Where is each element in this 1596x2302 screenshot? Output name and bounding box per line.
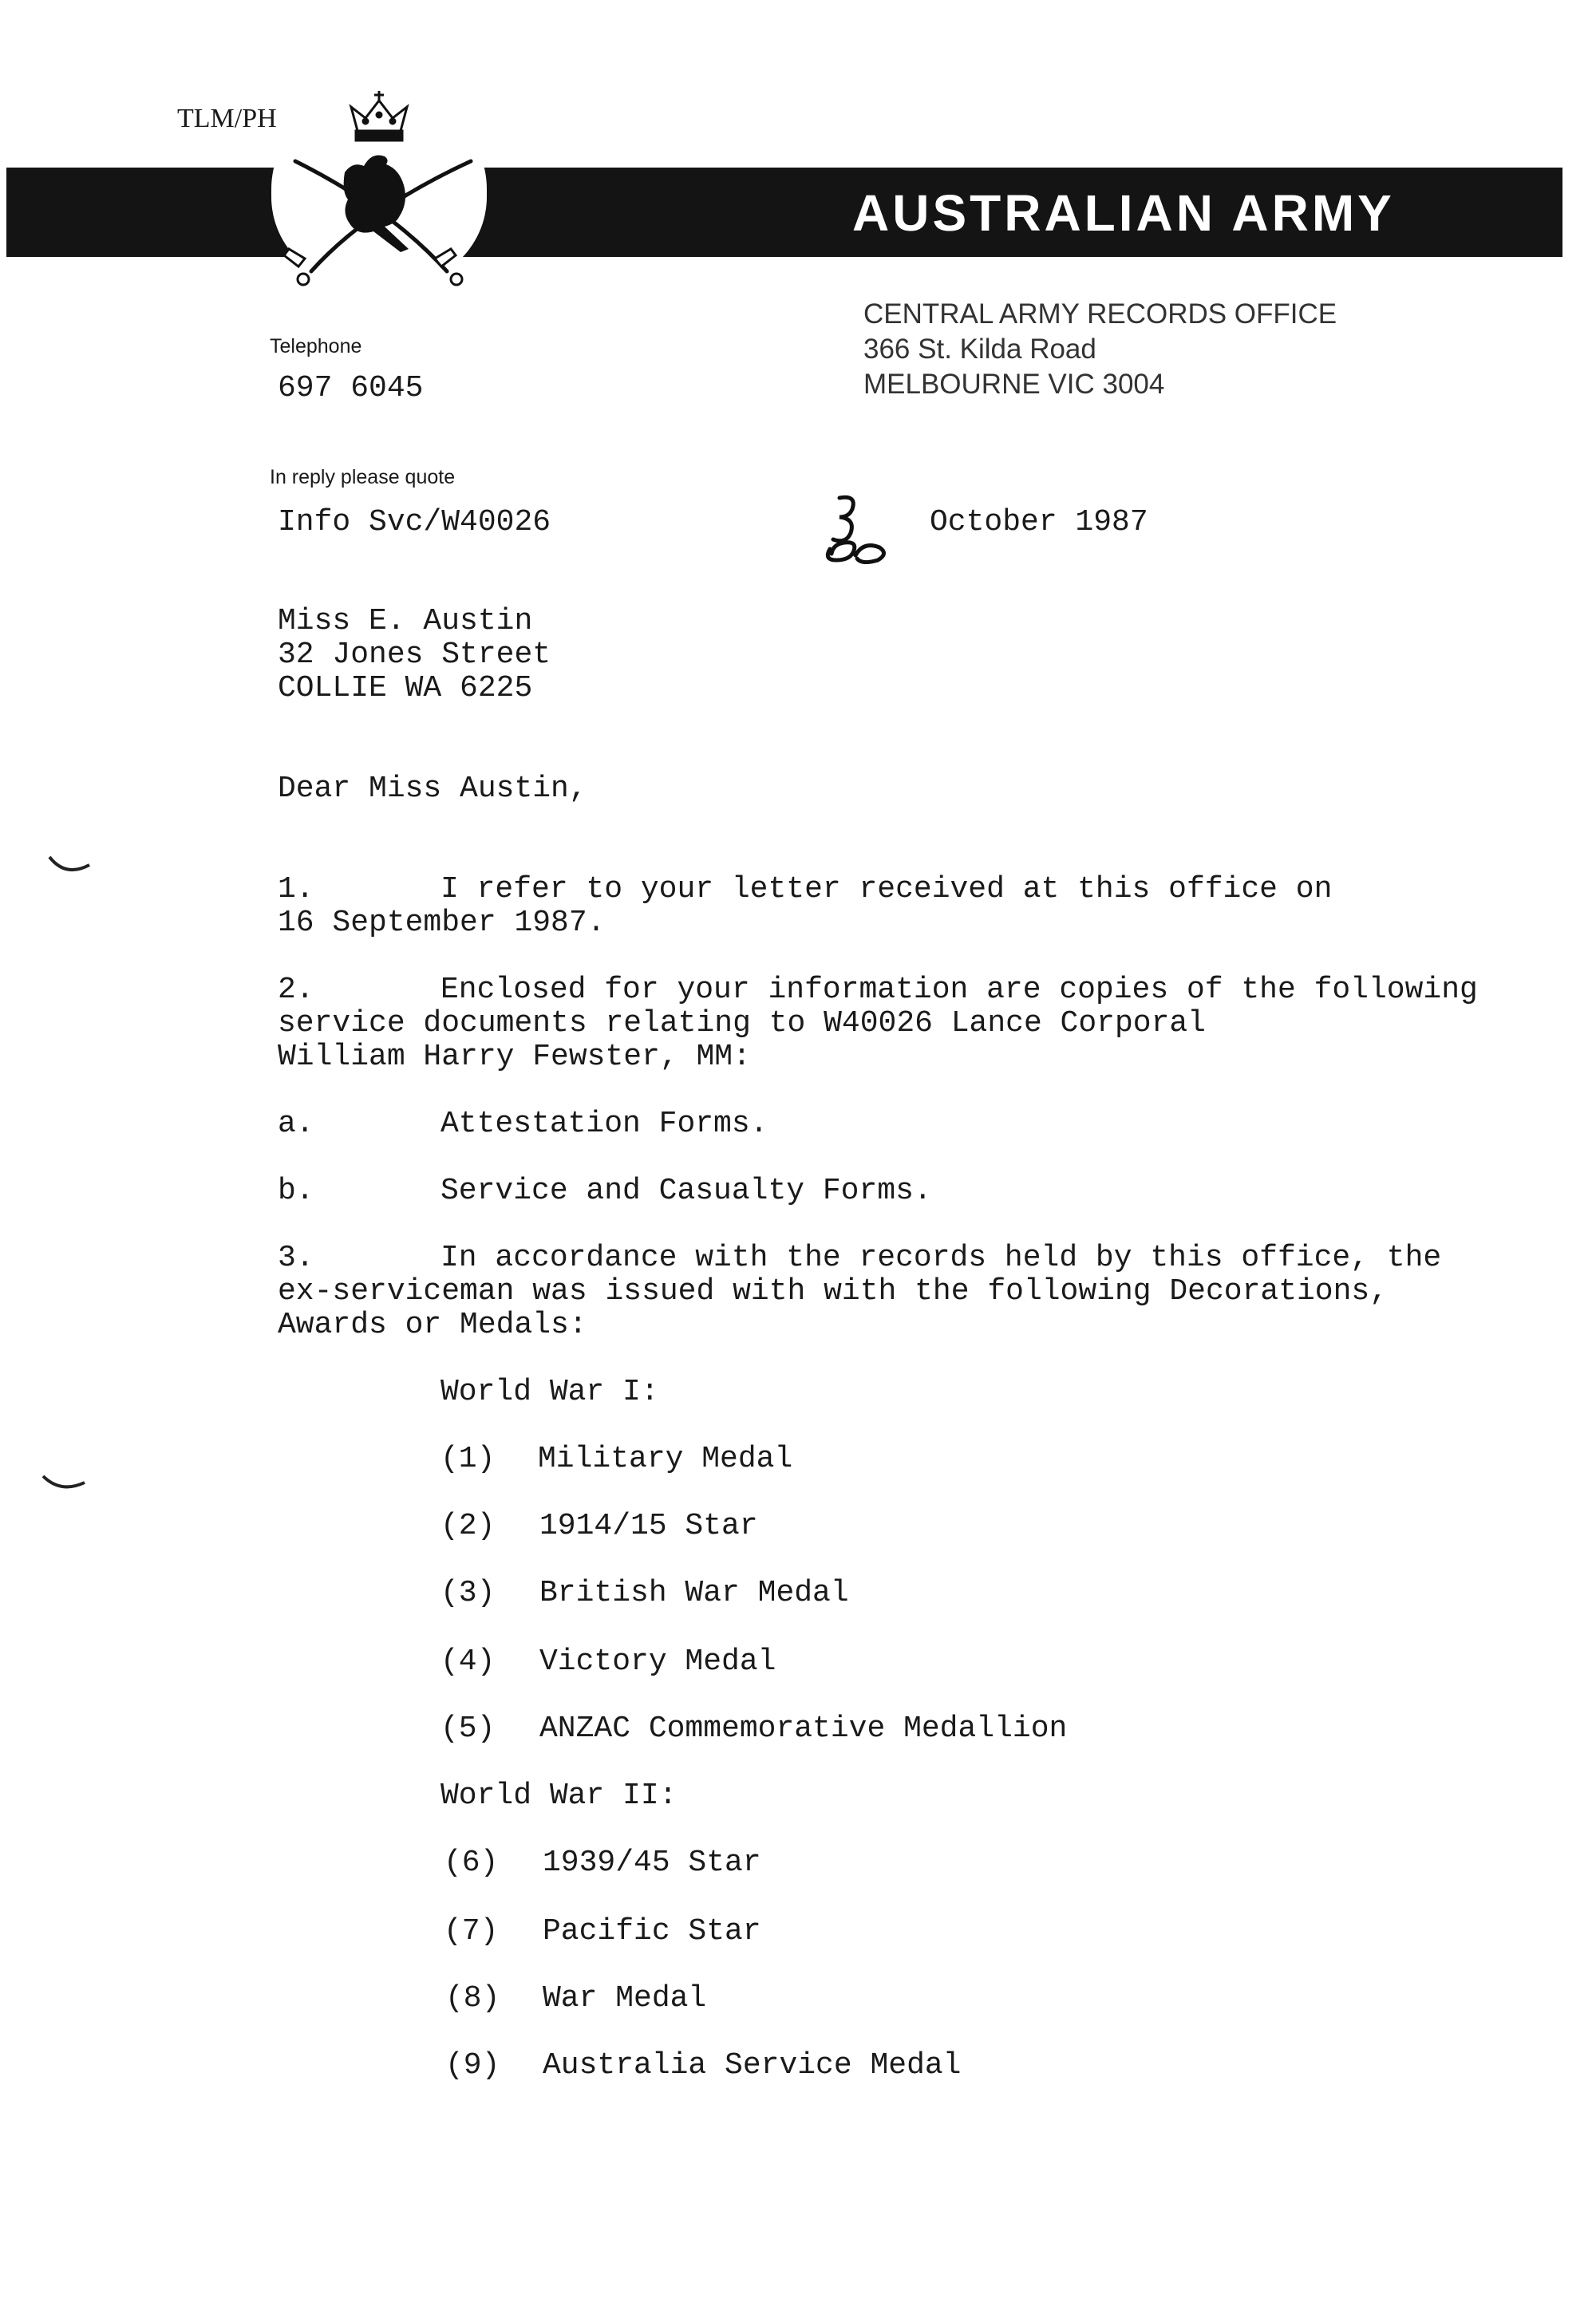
- list-item-letter: a.: [278, 1107, 314, 1141]
- paragraph-3-line: In accordance with the records held by this office, the: [440, 1241, 1442, 1275]
- date-month-year: October 1987: [930, 505, 1148, 539]
- paragraph-1-line: I refer to your letter received at this office on: [440, 872, 1333, 906]
- office-street: 366 St. Kilda Road: [863, 334, 1096, 365]
- paragraph-2-line: William Harry Fewster, MM:: [278, 1040, 751, 1074]
- medal-name: 1914/15 Star: [539, 1509, 758, 1543]
- salutation: Dear Miss Austin,: [278, 772, 587, 806]
- paragraph-2-number: 2.: [278, 973, 314, 1007]
- list-item-text: Service and Casualty Forms.: [440, 1174, 932, 1208]
- list-item-text: Attestation Forms.: [440, 1107, 768, 1141]
- paragraph-2-line: service documents relating to W40026 Lance Corporal: [278, 1006, 1206, 1040]
- ww2-heading: World War II:: [440, 1779, 678, 1813]
- medal-name: Victory Medal: [539, 1645, 776, 1679]
- telephone-number: 697 6045: [278, 371, 424, 405]
- medal-name: 1939/45 Star: [543, 1846, 761, 1880]
- medal-number: (1): [440, 1442, 496, 1476]
- office-city: MELBOURNE VIC 3004: [863, 369, 1165, 400]
- punch-hole-mark: [32, 1467, 96, 1502]
- list-item-letter: b.: [278, 1174, 314, 1208]
- reply-reference: Info Svc/W40026: [278, 505, 551, 539]
- paragraph-2-line: Enclosed for your information are copies of the following: [440, 973, 1478, 1007]
- letterhead-title: AUSTRALIAN ARMY: [852, 184, 1395, 242]
- medal-name: ANZAC Commemorative Medallion: [539, 1712, 1068, 1746]
- medal-name: Pacific Star: [543, 1914, 761, 1949]
- punch-hole-mark: [45, 849, 101, 885]
- medal-number: (6): [444, 1846, 499, 1880]
- recipient-name: Miss E. Austin: [278, 604, 533, 638]
- medal-number: (4): [440, 1645, 496, 1679]
- army-emblem-icon: [271, 89, 487, 289]
- medal-number: (3): [440, 1576, 496, 1610]
- reply-label: In reply please quote: [270, 466, 456, 488]
- paragraph-3-line: Awards or Medals:: [278, 1308, 587, 1342]
- paragraph-1-line: 16 September 1987.: [278, 906, 606, 940]
- office-name: CENTRAL ARMY RECORDS OFFICE: [863, 298, 1337, 330]
- reference-initials: TLM/PH: [177, 104, 277, 133]
- medal-number: (2): [440, 1509, 496, 1543]
- ww1-heading: World War I:: [440, 1375, 659, 1409]
- paragraph-1-number: 1.: [278, 872, 314, 906]
- recipient-city: COLLIE WA 6225: [278, 671, 533, 705]
- paragraph-3-line: ex-serviceman was issued with with the following Decorations,: [278, 1274, 1389, 1309]
- medal-name: Australia Service Medal: [543, 2048, 962, 2083]
- medal-number: (5): [440, 1712, 496, 1746]
- medal-name: Military Medal: [538, 1442, 793, 1476]
- handwritten-day: [822, 493, 894, 569]
- recipient-street: 32 Jones Street: [278, 638, 551, 672]
- medal-number: (7): [444, 1914, 499, 1949]
- telephone-label: Telephone: [270, 335, 362, 357]
- medal-name: War Medal: [543, 1981, 707, 2016]
- paragraph-3-number: 3.: [278, 1241, 314, 1275]
- medal-number: (8): [445, 1981, 500, 2016]
- medal-name: British War Medal: [539, 1576, 849, 1610]
- medal-number: (9): [445, 2048, 500, 2083]
